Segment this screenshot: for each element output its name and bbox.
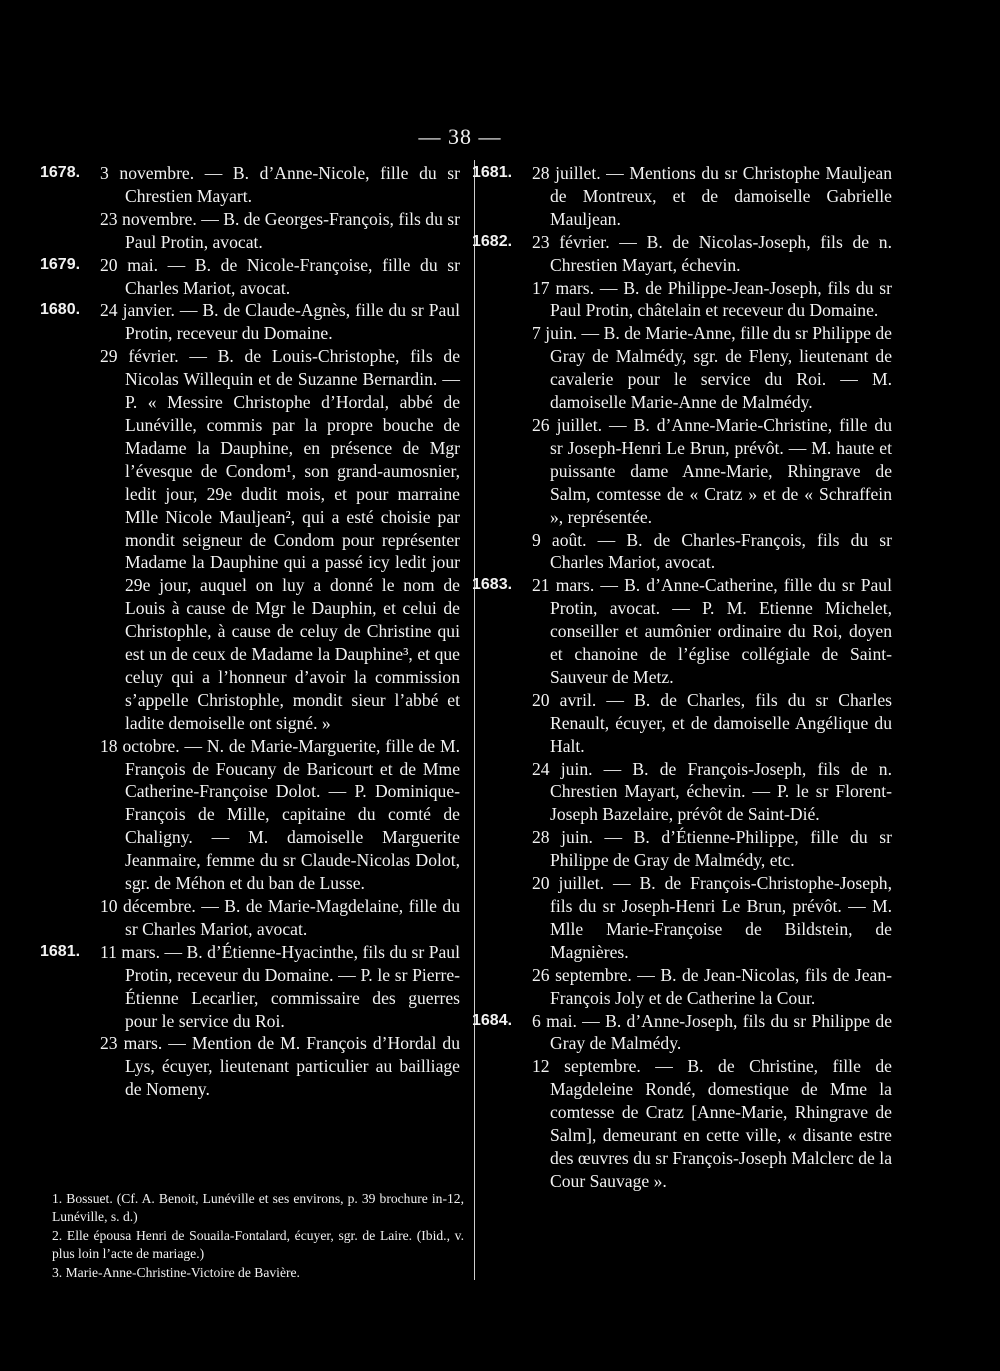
register-entry	[472, 826, 892, 872]
entry-text: 20 juillet. — B. de François-Christophe-Joseph, fils du sr Joseph-Henri Le Brun, prévôt. — M. Mlle Marie-Françoise de Bildstein, de Magnières.	[532, 873, 892, 962]
year-label: 1681.	[472, 164, 513, 181]
register-entry	[472, 574, 892, 689]
register-entry	[40, 895, 460, 941]
register-entry	[40, 208, 460, 254]
entry-text: 26 juillet. — B. d’Anne-Marie-Christine, fille du sr Joseph-Henri Le Brun, prévôt. — M. haute et puissante dame Anne-Marie, Rhingrave de Salm, comtesse de « Cratz » et de « Schraffein », représentée.	[532, 414, 892, 527]
left-column	[40, 162, 460, 1101]
entry-text: 11 mars. — B. d’Étienne-Hyacinthe, fils du sr Paul Protin, receveur du Domaine. — P. le sr Pierre-Étienne Lecarlier, commissaire des guerres pour le service du Roi.	[100, 941, 460, 1031]
register-entry	[40, 162, 460, 208]
register-entry	[472, 529, 892, 575]
entry-text: 29 février. — B. de Louis-Christophe, fils de Nicolas Willequin et de Suzanne Bernardin. — P. « Messire Christophe d’Hordal, abbé de Lunéville, commis par la propre bouche de Madame la Dauphine, en présence de Mgr l’évesque de Condom¹, son grand-aumosnier, ledit jour, 29e dudit mois, et pour marraine Mlle Nicole Mauljean², qui a esté choisie par mondit seigneur de Condom pour représenter Madame la Dauphine qui a passé icy ledit jour 29e jour, auquel on luy a donné le nom de Louis à cause de Mgr le Dauphin, et celui de Christophle, à cause de celuy de Christine qui est un de ceux de Madame la Dauphine³, et que celuy qui a l’honneur d’avoir la commission s’appelle Christophle, mondit sieur l’abbé et ladite demoiselle ont signé. »	[100, 346, 460, 733]
entry-text: 7 juin. — B. de Marie-Anne, fille du sr Philippe de Gray de Malmédy, sgr. de Fleny, lieutenant de cavalerie pour le service du Roi. — M. damoiselle Marie-Anne de Malmédy.	[532, 323, 892, 413]
entry-text: 6 mai. — B. d’Anne-Joseph, fils du sr Philippe de Gray de Malmédy.	[532, 1010, 892, 1054]
entry-text: 9 août. — B. de Charles-François, fils du sr Charles Mariot, avocat.	[532, 529, 892, 573]
year-label: 1682.	[472, 232, 513, 250]
year-label: 1678.	[40, 164, 81, 181]
entry-text: 24 janvier. — B. de Claude-Agnès, fille du sr Paul Protin, receveur du Domaine.	[100, 300, 460, 344]
register-entry	[472, 1010, 892, 1056]
register-entry	[472, 231, 892, 277]
entry-text: 17 mars. — B. de Philippe-Jean-Joseph, fils du sr Paul Protin, châtelain et receveur du Domaine.	[532, 277, 892, 321]
year-label: 1683.	[472, 576, 513, 594]
page-number: — 38 —	[418, 124, 502, 149]
entry-text: 23 novembre. — B. de Georges-François, fils du sr Paul Protin, avocat.	[100, 208, 460, 252]
entry-text: 20 mai. — B. de Nicole-Françoise, fille du sr Charles Mariot, avocat.	[100, 254, 460, 298]
year-label: 1681.	[40, 942, 81, 960]
entry-text: 12 septembre. — B. de Christine, fille de Magdeleine Rondé, domestique de Mme la comtesse de Cratz [Anne-Marie, Rhingrave de Salm], demeurant en cette ville, « disante estre des œuvres du sr François-Joseph Malclerc de la Cour Sauvage ».	[532, 1056, 892, 1191]
register-entry	[472, 872, 892, 964]
register-entry	[472, 689, 892, 758]
register-entry	[40, 345, 460, 734]
footnote: 3. Marie-Anne-Christine-Victoire de Bavière.	[52, 1264, 300, 1280]
entry-text: 23 février. — B. de Nicolas-Joseph, fils de n. Chrestien Mayart, échevin.	[532, 231, 892, 275]
footnote: 2. Elle épousa Henri de Souaila-Fontalard, écuyer, sgr. de Laire. (Ibid., v. plus loin l’acte de mariage.)	[52, 1227, 464, 1262]
footnotes	[52, 1190, 464, 1282]
entry-text: 20 avril. — B. de Charles, fils du sr Charles Renault, écuyer, et de damoiselle Angélique du Halt.	[532, 689, 892, 756]
footnote: 1. Bossuet. (Cf. A. Benoit, Lunéville et ses environs, p. 39 brochure in-12, Lunéville, s. d.)	[52, 1191, 464, 1225]
register-entry	[472, 414, 892, 529]
year-label: 1684.	[472, 1011, 513, 1029]
register-entry	[40, 735, 460, 895]
entry-text: 23 mars. — Mention de M. François d’Hordal du Lys, écuyer, lieutenant particulier au bailliage de Nomeny.	[100, 1033, 460, 1100]
register-entry	[472, 1055, 892, 1192]
right-column	[472, 162, 892, 1193]
register-entry	[40, 299, 460, 345]
year-label: 1679.	[40, 255, 81, 273]
register-entry	[40, 941, 460, 1033]
entry-text: 24 juin. — B. de François-Joseph, fils de n. Chrestien Mayart, échevin. — P. le sr Florent-Joseph Bazelaire, prévôt de Saint-Dié.	[532, 758, 892, 825]
register-entry	[472, 162, 892, 231]
entry-text: 28 juin. — B. d’Étienne-Philippe, fille du sr Philippe de Gray de Malmédy, etc.	[532, 827, 892, 871]
year-label: 1680.	[40, 301, 81, 319]
register-entry	[40, 254, 460, 300]
register-entry	[472, 964, 892, 1010]
entry-text: 21 mars. — B. d’Anne-Catherine, fille du sr Paul Protin, avocat. — P. M. Etienne Michelet, conseiller et aumônier ordinaire du Roi, doyen et chanoine de l’église collégiale de Saint-Sauveur de Metz.	[532, 575, 892, 687]
entry-text: 28 juillet. — Mentions du sr Christophe Mauljean de Montreux, et de damoiselle Gabrielle Mauljean.	[532, 163, 892, 229]
register-entry	[40, 1032, 460, 1101]
entry-text: 18 octobre. — N. de Marie-Marguerite, fille de M. François de Foucany de Baricourt et de Mme Catherine-Françoise Dolot. — P. Dominique-François de Mille, capitaine du comté de Chaligny. — M. damoiselle Marguerite Jeanmaire, femme du sr Claude-Nicolas Dolot, sgr. de Méhon et du ban de Lusse.	[100, 735, 460, 894]
register-entry	[472, 758, 892, 827]
register-entry	[472, 322, 892, 414]
entry-text: 26 septembre. — B. de Jean-Nicolas, fils de Jean-François Joly et de Catherine la Cour.	[532, 964, 892, 1008]
entry-text: 3 novembre. — B. d’Anne-Nicole, fille du sr Chrestien Mayart.	[100, 163, 460, 206]
register-entry	[472, 277, 892, 323]
entry-text: 10 décembre. — B. de Marie-Magdelaine, fille du sr Charles Mariot, avocat.	[100, 896, 460, 939]
